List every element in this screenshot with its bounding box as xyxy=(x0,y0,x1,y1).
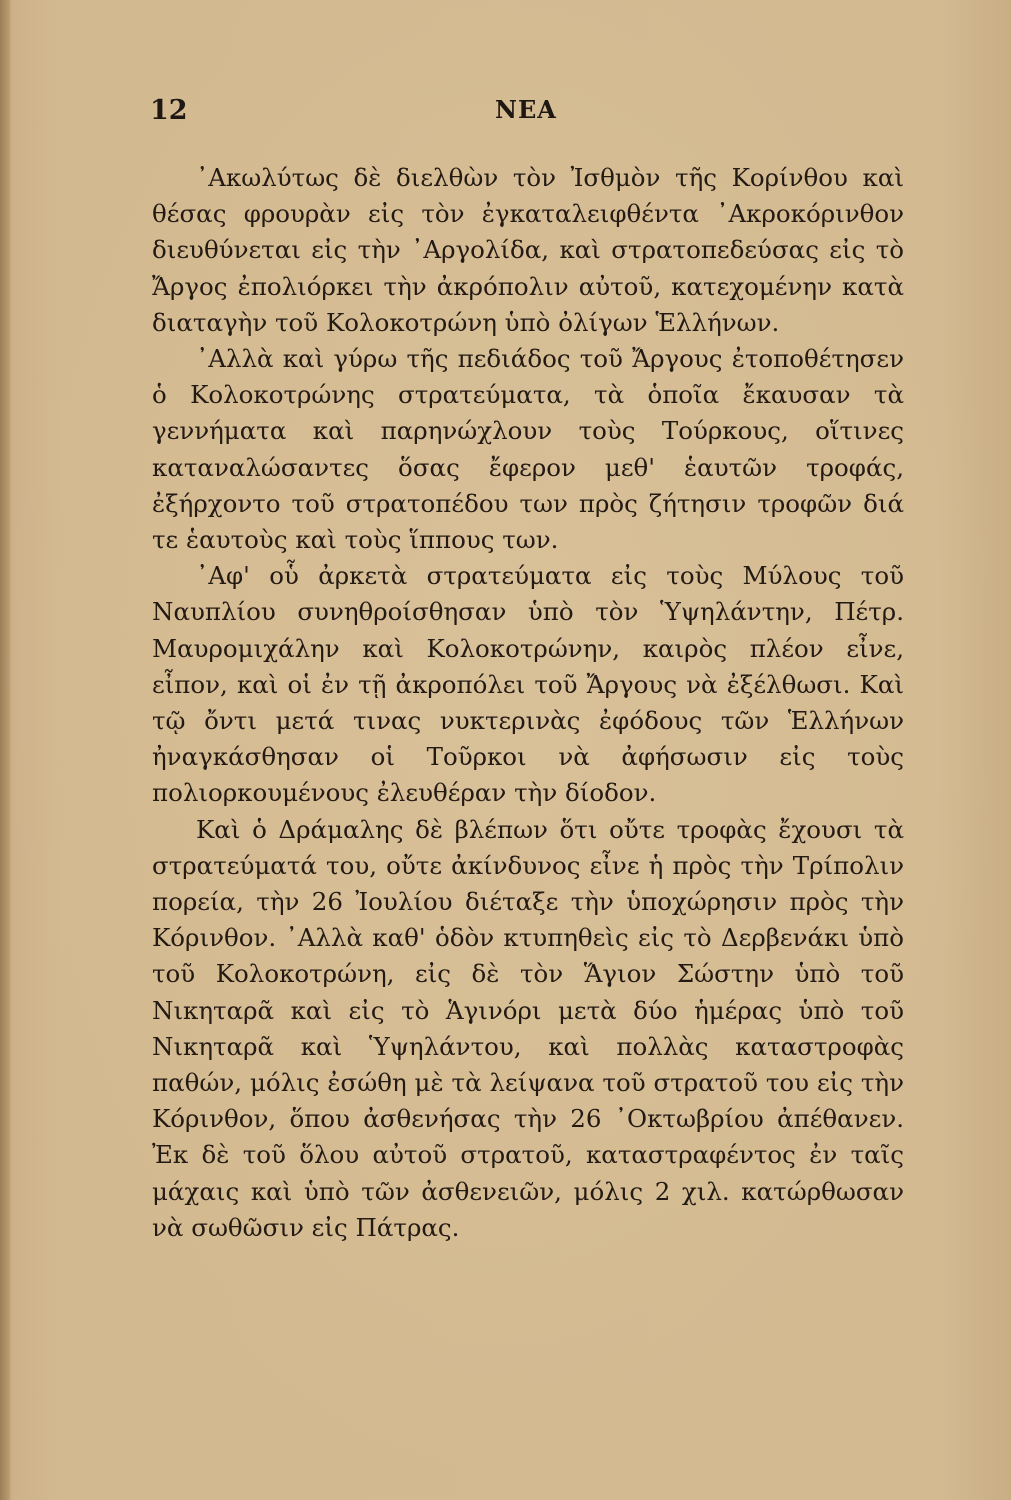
paragraph-1: ᾿Ακωλύτως δὲ διελθὼν τὸν Ἰσθμὸν τῆς Κορίνθου καὶ θέσας φρουρὰν εἰς τὸν ἐγκαταλειφθέντα ᾿Ακροκόρινθον διευθύνεται εἰς τὴν ᾿Αργολίδα, καὶ στρατοπεδεύσας εἰς τὸ Ἄργος ἐπολιόρκει τὴν ἀκρόπολιν αὐτοῦ, κατεχομένην κατὰ διαταγὴν τοῦ Κολοκοτρώνη ὑπὸ ὀλίγων Ἑλλήνων. xyxy=(152,163,904,337)
running-head: ΝΕΑ xyxy=(495,95,557,124)
page-number: 12 xyxy=(150,95,188,126)
page-binding-edge xyxy=(0,0,10,1500)
paragraph-3: ᾿Αφ' οὗ ἀρκετὰ στρατεύματα εἰς τοὺς Μύλους τοῦ Ναυπλίου συνηθροίσθησαν ὑπὸ τὸν Ὑψηλάντην, Πέτρ. Μαυρομιχάλην καὶ Κολοκοτρώνην, καιρὸς πλέον εἶνε, εἶπον, καὶ οἱ ἐν τῇ ἀκροπόλει τοῦ Ἄργους νὰ ἐξέλθωσι. Καὶ τῷ ὄντι μετά τινας νυκτερινὰς ἐφόδους τῶν Ἑλλήνων ἠναγκάσθησαν οἱ Τοῦρκοι νὰ ἀφήσωσιν εἰς τοὺς πολιορκουμένους ἐλευθέραν τὴν δίοδον. xyxy=(152,561,904,808)
page-body-text xyxy=(152,160,904,1246)
paragraph-2: ᾿Αλλὰ καὶ γύρω τῆς πεδιάδος τοῦ Ἄργους ἐτοποθέτησεν ὁ Κολοκοτρώνης στρατεύματα, τὰ ὁποῖα ἔκαυσαν τὰ γεννήματα καὶ παρηνώχλουν τοὺς Τούρκους, οἵτινες καταναλώσαντες ὅσας ἔφερον μεθ' ἑαυτῶν τροφάς, ἐξήρχοντο τοῦ στρατοπέδου των πρὸς ζήτησιν τροφῶν διά τε ἑαυτοὺς καὶ τοὺς ἵππους των. xyxy=(152,344,904,555)
page-header xyxy=(150,95,910,135)
paragraph-4: Καὶ ὁ Δράμαλης δὲ βλέπων ὅτι οὔτε τροφὰς ἔχουσι τὰ στρατεύματά του, οὔτε ἀκίνδυνος εἶνε ἡ πρὸς τὴν Τρίπολιν πορεία, τὴν 26 Ἰουλίου διέταξε τὴν ὑποχώρησιν πρὸς τὴν Κόρινθον. ᾿Αλλὰ καθ' ὁδὸν κτυπηθεὶς εἰς τὸ Δερβενάκι ὑπὸ τοῦ Κολοκοτρώνη, εἰς δὲ τὸν Ἅγιον Σώστην ὑπὸ τοῦ Νικηταρᾶ καὶ εἰς τὸ Ἁγινόρι μετὰ δύο ἡμέρας ὑπὸ τοῦ Νικηταρᾶ καὶ Ὑψηλάντου, καὶ πολλὰς καταστροφὰς παθών, μόλις ἐσώθη μὲ τὰ λείψανα τοῦ στρατοῦ του εἰς τὴν Κόρινθον, ὅπου ἀσθενήσας τὴν 26 ᾿Οκτωβρίου ἀπέθανεν. Ἐκ δὲ τοῦ ὅλου αὐτοῦ στρατοῦ, καταστραφέντος ἐν ταῖς μάχαις καὶ ὑπὸ τῶν ἀσθενειῶν, μόλις 2 χιλ. κατώρθωσαν νὰ σωθῶσιν εἰς Πάτρας. xyxy=(152,814,904,1242)
